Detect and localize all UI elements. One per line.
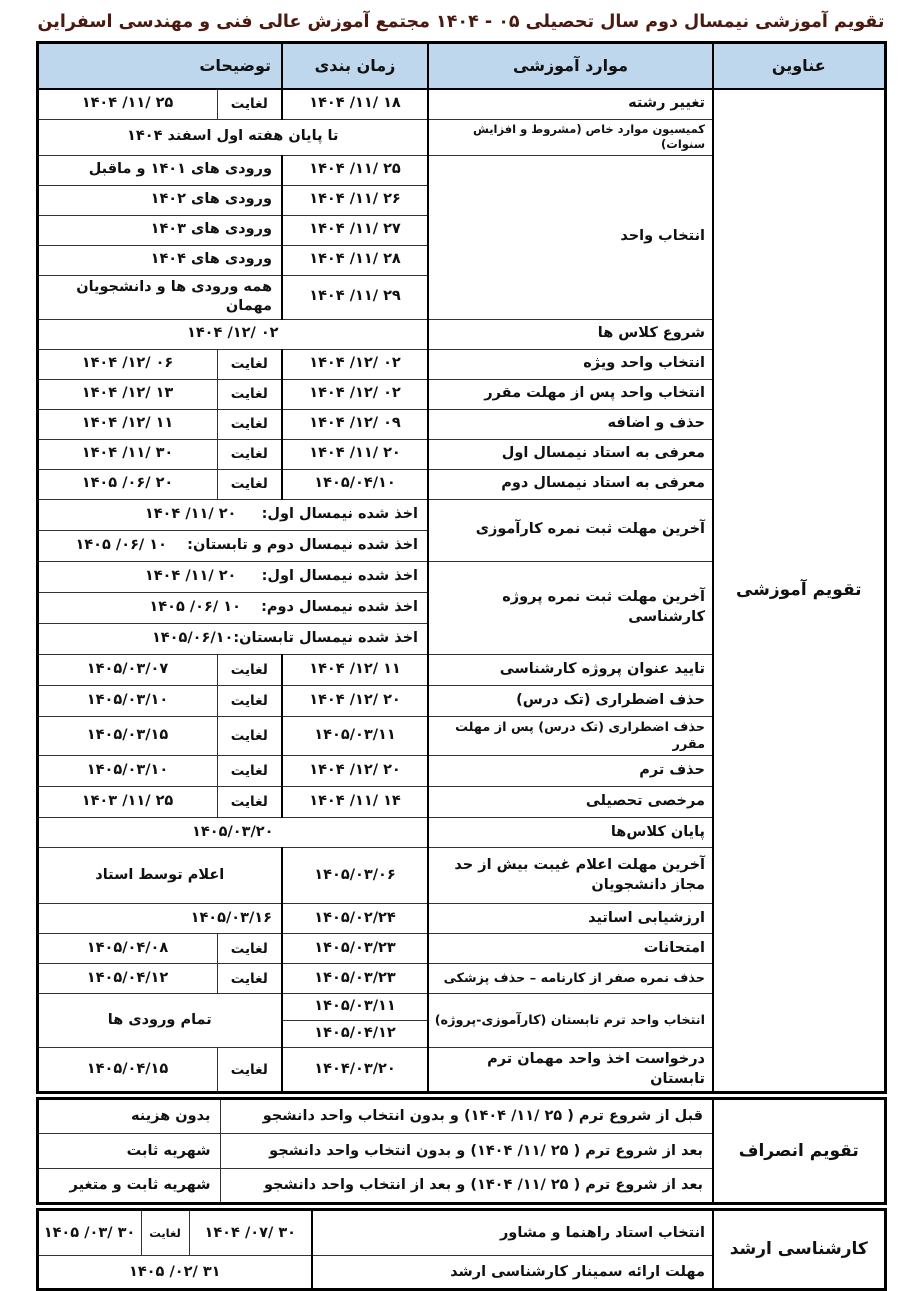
note-cell: ورودی های ۱۴۰۲ bbox=[37, 185, 282, 215]
condition-cell: قبل از شروع ترم ( ۲۵ /۱۱/ ۱۴۰۴) و بدون انتخاب واحد دانشجو bbox=[220, 1099, 713, 1134]
item-cell: مرخصی تحصیلی bbox=[428, 787, 713, 818]
item-cell: مهلت ارائه سمینار کارشناسی ارشد bbox=[312, 1256, 713, 1290]
item-cell: امتحانات bbox=[428, 934, 713, 964]
section-title-academic: تقویم آموزشی bbox=[713, 89, 885, 1093]
item-cell: حذف و اضافه bbox=[428, 409, 713, 439]
table-row bbox=[37, 89, 885, 119]
note-date-cell: ۱۱ /۱۲/ ۱۴۰۴ bbox=[37, 409, 217, 439]
until-label: لغایت bbox=[217, 787, 282, 818]
timing-cell: ۱۴۰۵/۰۳/۲۳ bbox=[282, 934, 428, 964]
note-cell: اخذ شده نیمسال تابستان:۱۴۰۵/۰۶/۱۰ bbox=[37, 623, 428, 654]
item-cell: پایان کلاس‌ها bbox=[428, 818, 713, 848]
note-date-cell: ۰۶ /۱۲/ ۱۴۰۴ bbox=[37, 349, 217, 379]
item-cell: انتخاب واحد پس از مهلت مقرر bbox=[428, 379, 713, 409]
until-label: لغایت bbox=[217, 756, 282, 787]
until-label: لغایت bbox=[217, 934, 282, 964]
note-cell: ۱۴۰۵/۰۳/۲۰ bbox=[37, 818, 428, 848]
page-title: تقویم آموزشی نیمسال دوم سال تحصیلی ۰۵ - ۱۴۰۴ مجتمع آموزش عالی فنی و مهندسی اسفراین bbox=[37, 12, 885, 32]
timing-cell: ۱۴۰۵/۰۳/۲۳ bbox=[282, 964, 428, 994]
timing-cell: ۲۰ /۱۲/ ۱۴۰۴ bbox=[282, 685, 428, 716]
header-titles: عناوین bbox=[713, 43, 885, 90]
item-cell: آخرین مهلت ثبت نمره کارآموزی bbox=[428, 499, 713, 561]
until-label: لغایت bbox=[217, 439, 282, 469]
note-cell: ورودی های ۱۴۰۴ bbox=[37, 245, 282, 275]
timing-cell: ۱۴۰۴/۰۳/۲۰ bbox=[282, 1048, 428, 1093]
timing-cell: ۰۲ /۱۲/ ۱۴۰۴ bbox=[282, 349, 428, 379]
note-date-cell: ۱۴۰۵/۰۳/۱۵ bbox=[37, 716, 217, 756]
item-cell: انتخاب واحد bbox=[428, 155, 713, 319]
note-date-cell: ۱۴۰۵/۰۴/۱۵ bbox=[37, 1048, 217, 1093]
until-label: لغایت bbox=[141, 1210, 189, 1256]
note-cell: اخذ شده نیمسال اول: ۲۰ /۱۱/ ۱۴۰۴ bbox=[37, 499, 428, 530]
timing-cell: ۳۰ /۰۷/ ۱۴۰۴ bbox=[189, 1210, 312, 1256]
timing-cell: ۲۶ /۱۱/ ۱۴۰۴ bbox=[282, 185, 428, 215]
item-cell: حذف ترم bbox=[428, 756, 713, 787]
table-row bbox=[37, 1210, 885, 1256]
item-cell: آخرین مهلت اعلام غیبت بیش از حد مجاز دانشجویان bbox=[428, 848, 713, 904]
timing-cell: ۲۰ /۱۱/ ۱۴۰۴ bbox=[282, 439, 428, 469]
timing-cell: ۲۵ /۱۱/ ۱۴۰۴ bbox=[282, 155, 428, 185]
item-cell: انتخاب واحد ویژه bbox=[428, 349, 713, 379]
note-date-cell: ۱۳ /۱۲/ ۱۴۰۴ bbox=[37, 379, 217, 409]
timing-cell: ۰۲ /۱۲/ ۱۴۰۴ bbox=[282, 379, 428, 409]
note-cell: تمام ورودی ها bbox=[37, 994, 282, 1048]
item-cell: شروع کلاس ها bbox=[428, 319, 713, 349]
item-cell: حذف اضطراری (تک درس) پس از مهلت مقرر bbox=[428, 716, 713, 756]
item-cell: انتخاب واحد ترم تابستان (کارآموزی-پروژه) bbox=[428, 994, 713, 1048]
timing-cell: ۲۰ /۱۲/ ۱۴۰۴ bbox=[282, 756, 428, 787]
timing-cell: ۱۴۰۵/۰۳/۱۱ bbox=[282, 994, 428, 1021]
withdrawal-calendar-table bbox=[36, 1097, 887, 1205]
item-cell: انتخاب استاد راهنما و مشاور bbox=[312, 1210, 713, 1256]
note-cell: اخذ شده نیمسال دوم و تابستان: ۱۰ /۰۶/ ۱۴۰۵ bbox=[37, 530, 428, 561]
timing-cell: ۱۸ /۱۱/ ۱۴۰۴ bbox=[282, 89, 428, 119]
timing-cell: ۱۴۰۵/۰۴/۱۰ bbox=[282, 469, 428, 499]
note-date-cell: ۳۰ /۰۳/ ۱۴۰۵ bbox=[37, 1210, 141, 1256]
item-cell: درخواست اخذ واحد مهمان ترم تابستان bbox=[428, 1048, 713, 1093]
until-label: لغایت bbox=[217, 409, 282, 439]
fee-cell: شهریه ثابت bbox=[37, 1134, 220, 1169]
item-cell: تغییر رشته bbox=[428, 89, 713, 119]
table-header bbox=[37, 43, 885, 90]
note-date-cell: ۲۵ /۱۱/ ۱۴۰۴ bbox=[37, 89, 217, 119]
fee-cell: شهریه ثابت و متغیر bbox=[37, 1169, 220, 1204]
item-cell: معرفی به استاد نیمسال اول bbox=[428, 439, 713, 469]
timing-cell: ۱۴۰۵/۰۳/۰۶ bbox=[282, 848, 428, 904]
note-date-cell: ۱۴۰۵/۰۳/۱۰ bbox=[37, 685, 217, 716]
item-cell: حذف اضطراری (تک درس) bbox=[428, 685, 713, 716]
item-cell: حذف نمره صفر از کارنامه – حذف پزشکی bbox=[428, 964, 713, 994]
table-row bbox=[37, 1099, 885, 1134]
timing-cell: ۲۸ /۱۱/ ۱۴۰۴ bbox=[282, 245, 428, 275]
until-label: لغایت bbox=[217, 964, 282, 994]
masters-table bbox=[36, 1208, 887, 1291]
note-date-cell: ۲۰ /۰۶/ ۱۴۰۵ bbox=[37, 469, 217, 499]
note-cell: ورودی های ۱۴۰۱ و ماقبل bbox=[37, 155, 282, 185]
until-label: لغایت bbox=[217, 379, 282, 409]
fee-cell: بدون هزینه bbox=[37, 1099, 220, 1134]
timing-cell: ۱۴۰۵/۰۳/۱۱ bbox=[282, 716, 428, 756]
note-date-cell: ۱۴۰۵/۰۳/۱۰ bbox=[37, 756, 217, 787]
note-date-cell: ۱۴۰۵/۰۳/۰۷ bbox=[37, 654, 217, 685]
note-cell: ورودی های ۱۴۰۳ bbox=[37, 215, 282, 245]
note-date-cell: ۱۴۰۵/۰۴/۰۸ bbox=[37, 934, 217, 964]
timing-cell: ۱۴ /۱۱/ ۱۴۰۴ bbox=[282, 787, 428, 818]
until-label: لغایت bbox=[217, 654, 282, 685]
note-cell: ۱۴۰۵/۰۳/۱۶ bbox=[37, 904, 282, 934]
until-label: لغایت bbox=[217, 89, 282, 119]
header-items: موارد آموزشی bbox=[428, 43, 713, 90]
note-cell: اخذ شده نیمسال اول: ۲۰ /۱۱/ ۱۴۰۴ bbox=[37, 561, 428, 592]
note-cell: اخذ شده نیمسال دوم: ۱۰ /۰۶/ ۱۴۰۵ bbox=[37, 592, 428, 623]
note-date-cell: ۱۴۰۵/۰۴/۱۲ bbox=[37, 964, 217, 994]
academic-calendar-table bbox=[36, 41, 887, 1094]
until-label: لغایت bbox=[217, 349, 282, 379]
until-label: لغایت bbox=[217, 1048, 282, 1093]
item-cell: ارزشیابی اساتید bbox=[428, 904, 713, 934]
note-cell: ۰۲ /۱۲/ ۱۴۰۴ bbox=[37, 319, 428, 349]
item-cell: تایید عنوان پروژه کارشناسی bbox=[428, 654, 713, 685]
timing-cell: ۱۴۰۵/۰۲/۲۴ bbox=[282, 904, 428, 934]
timing-cell: ۱۴۰۵/۰۴/۱۲ bbox=[282, 1021, 428, 1048]
note-cell: اعلام توسط استاد bbox=[37, 848, 282, 904]
condition-cell: بعد از شروع ترم ( ۲۵ /۱۱/ ۱۴۰۴) و بعد از انتخاب واحد دانشجو bbox=[220, 1169, 713, 1204]
note-cell: ۳۱ /۰۲/ ۱۴۰۵ bbox=[37, 1256, 312, 1290]
section-title-withdrawal: تقویم انصراف bbox=[713, 1099, 885, 1204]
withdrawal-calendar-body bbox=[37, 1099, 885, 1204]
timing-cell: ۰۹ /۱۲/ ۱۴۰۴ bbox=[282, 409, 428, 439]
header-timing: زمان بندی bbox=[282, 43, 428, 90]
timing-cell: ۲۹ /۱۱/ ۱۴۰۴ bbox=[282, 275, 428, 319]
until-label: لغایت bbox=[217, 685, 282, 716]
item-cell: معرفی به استاد نیمسال دوم bbox=[428, 469, 713, 499]
note-cell: تا پایان هفته اول اسفند ۱۴۰۴ bbox=[37, 119, 428, 155]
until-label: لغایت bbox=[217, 469, 282, 499]
academic-calendar-body bbox=[37, 89, 885, 1093]
header-row bbox=[37, 43, 885, 90]
until-label: لغایت bbox=[217, 716, 282, 756]
condition-cell: بعد از شروع ترم ( ۲۵ /۱۱/ ۱۴۰۴) و بدون انتخاب واحد دانشجو bbox=[220, 1134, 713, 1169]
timing-cell: ۱۱ /۱۲/ ۱۴۰۴ bbox=[282, 654, 428, 685]
item-cell: کمیسیون موارد خاص (مشروط و افزایش سنوات) bbox=[428, 119, 713, 155]
note-date-cell: ۳۰ /۱۱/ ۱۴۰۴ bbox=[37, 439, 217, 469]
note-date-cell: ۲۵ /۱۱/ ۱۴۰۳ bbox=[37, 787, 217, 818]
note-cell: همه ورودی ها و دانشجویان مهمان bbox=[37, 275, 282, 319]
timing-cell: ۲۷ /۱۱/ ۱۴۰۴ bbox=[282, 215, 428, 245]
header-notes: توضیحات bbox=[37, 43, 282, 90]
masters-body bbox=[37, 1210, 885, 1290]
section-title-masters: کارشناسی ارشد bbox=[713, 1210, 885, 1290]
item-cell: آخرین مهلت ثبت نمره پروژه کارشناسی bbox=[428, 561, 713, 654]
